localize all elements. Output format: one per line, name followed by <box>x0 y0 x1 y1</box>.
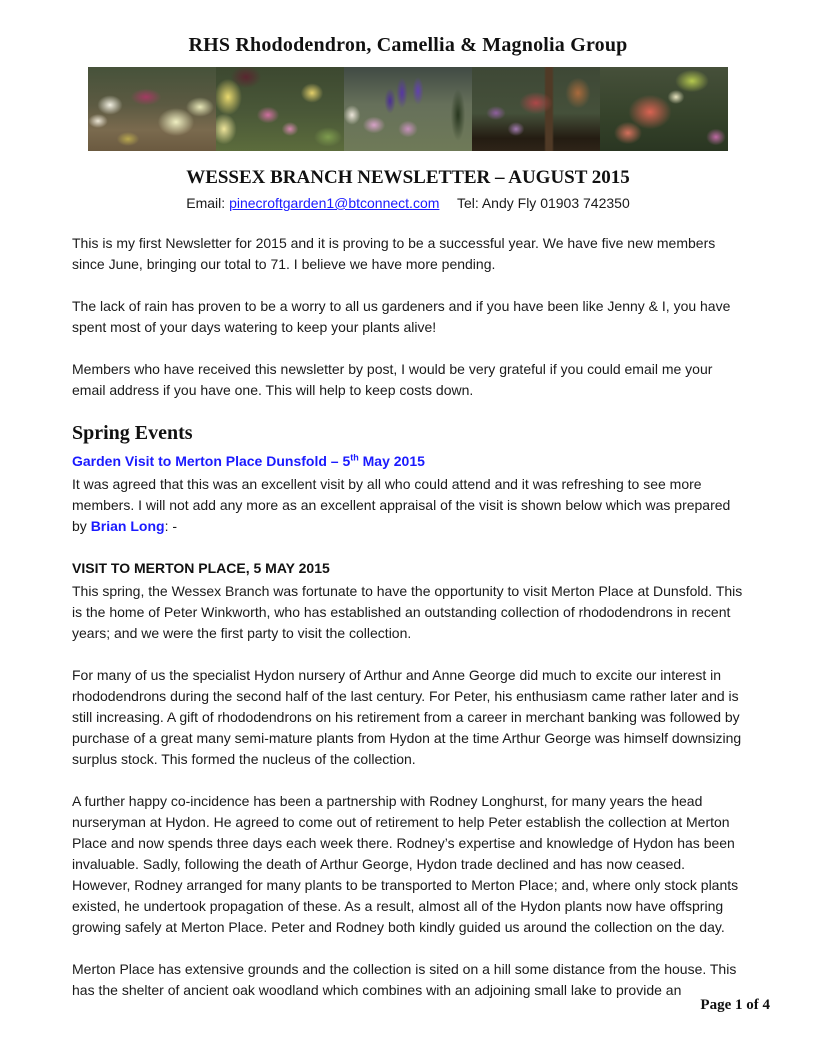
banner-photo-delphiniums <box>344 67 472 151</box>
banner-photo-yellow-roses <box>216 67 344 151</box>
email-label: Email: <box>186 195 226 211</box>
report-paragraph-4: Merton Place has extensive grounds and the collection is sited on a hill some distance from the house. This has the shelter of ancient oak woodland which combines with an adjoining small lake to provide an <box>72 961 737 998</box>
tel-text: Tel: Andy Fly 01903 742350 <box>456 195 630 211</box>
intro-paragraph-2: The lack of rain has proven to be a worry to all us gardeners and if you have been like Jenny & I, you have spent most of your days watering to keep your plants alive! <box>72 298 731 335</box>
event-title-prefix: Garden Visit to Merton Place Dunsfold – 5 <box>72 453 351 469</box>
event-title-suffix: May 2015 <box>358 453 425 469</box>
contact-line <box>72 195 744 211</box>
event-intro-before: It was agreed that this was an excellent visit by all who could attend and it was refreshing to see more members. I will not add any more as an excellent appraisal of the visit is shown below which was prepared by <box>72 476 731 534</box>
report-paragraph-1: This spring, the Wessex Branch was fortunate to have the opportunity to visit Merton Place at Dunsfold. This is the home of Peter Winkworth, who has established an outstanding collection of rhododendrons in recent years; and we were the first party to visit the collection. <box>72 583 743 641</box>
page-title: RHS Rhododendron, Camellia & Magnolia Group <box>188 34 628 56</box>
banner-photo-azalea <box>600 67 728 151</box>
banner-photo-red-acer <box>472 67 600 151</box>
event-intro-after: : - <box>164 518 178 534</box>
email-link[interactable]: pinecroftgarden1@btconnect.com <box>229 195 440 211</box>
event-title <box>72 451 744 472</box>
banner-photo-rhododendrons <box>88 67 216 151</box>
report-paragraph-2: For many of us the specialist Hydon nursery of Arthur and Anne George did much to excite our interest in rhododendrons during the second half of the last century. For Peter, his enthusiasm came rather later and is still increasing. A gift of rhododendrons on his retirement from a career in merchant banking was followed by purchase of a great many semi-mature plants from Hydon at the time Arthur George was himself downsizing surplus stock. This formed the nucleus of the collection. <box>72 667 742 767</box>
event-intro-paragraph <box>72 474 744 537</box>
newsletter-title: WESSEX BRANCH NEWSLETTER – AUGUST 2015 <box>186 167 630 188</box>
page-number: Page 1 of 4 <box>700 997 770 1013</box>
visit-report-heading: VISIT TO MERTON PLACE, 5 MAY 2015 <box>72 560 330 576</box>
photo-banner <box>88 67 728 151</box>
ordinal-superscript: th <box>350 452 359 463</box>
report-paragraph-3: A further happy co-incidence has been a partnership with Rodney Longhurst, for many years the head nurseryman at Hydon. He agreed to come out of retirement to help Peter establish the collection at Merton Place and now spends three days each week there. Rodney’s expertise and knowledge of Hydon has been invaluable. Sadly, following the death of Arthur George, Hydon trade declined and has now ceased. However, Rodney arranged for many plants to be transported to Merton Place; and, where only stock plants existed, he undertook propagation of these. As a result, almost all of the Hydon plants now have offspring growing safely at Merton Place. Peter and Rodney both kindly guided us around the collection on the day. <box>72 793 739 935</box>
spring-events-heading: Spring Events <box>72 422 193 444</box>
intro-paragraph-3: Members who have received this newsletter by post, I would be very grateful if you could email me your email address if you have one. This will help to keep costs down. <box>72 361 713 398</box>
intro-paragraph-1: This is my first Newsletter for 2015 and it is proving to be a successful year. We have five new members since June, bringing our total to 71. I believe we have more pending. <box>72 235 716 272</box>
author-name: Brian Long <box>90 518 165 534</box>
